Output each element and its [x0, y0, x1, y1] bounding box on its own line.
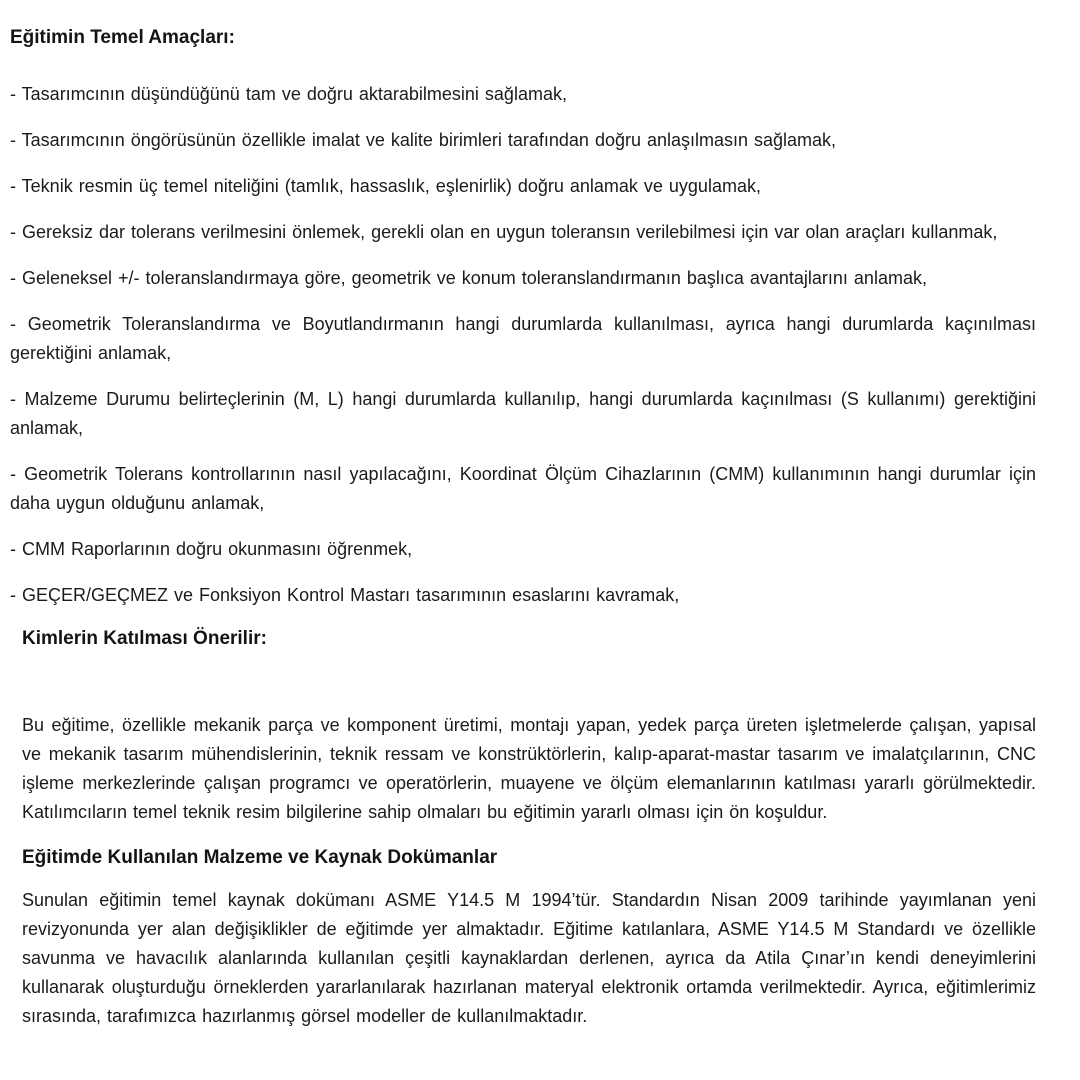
goal-item: - Geometrik Toleranslandırma ve Boyutlandırmanın hangi durumlarda kullanılması, ayrıca hangi durumlarda kaçınılması gerektiğini anlamak, [10, 314, 1036, 363]
materials-paragraph: Sunulan eğitimin temel kaynak dokümanı ASME Y14.5 M 1994’tür. Standardın Nisan 2009 tarihinde yayımlanan yeni revizyonunda yer alan değişiklikler de eğitimde yer almaktadır. Eğitime katılanlara, ASME Y14.5 M Standardı ve özellikle savunma ve havacılık alanlarında kullanılan çeşitli kaynaklardan derlenen, ayrıca da Atila Çınar’ın kendi deneyimlerini kullanarak oluşturduğu örneklerden yararlanılarak hazırlanan materyal elektronik ortamda verilmektedir. Ayrıca, eğitimlerimiz sırasında, tarafımızca hazırlanmış görsel modeller de kullanılmaktadır. [22, 890, 1036, 1026]
materials-heading: Eğitimde Kullanılan Malzeme ve Kaynak Dokümanlar [22, 847, 498, 868]
goal-item: - Geometrik Tolerans kontrollarının nasıl yapılacağını, Koordinat Ölçüm Cihazlarının (CMM) kullanımının hangi durumlar için daha uygun olduğunu anlamak, [10, 464, 1036, 513]
goal-item: - CMM Raporlarının doğru okunmasını öğrenmek, [10, 539, 413, 559]
goal-item: - Malzeme Durumu belirteçlerinin (M, L) hangi durumlarda kullanılıp, hangi durumlarda kaçınılması (S kullanımı) gerektiğini anlamak, [10, 389, 1036, 438]
goal-item: - Gereksiz dar tolerans verilmesini önlemek, gerekli olan en uygun toleransın verilebilmesi için var olan araçları kullanmak, [10, 222, 998, 242]
goal-item: - Teknik resmin üç temel niteliğini (tamlık, hassaslık, eşlenirlik) doğru anlamak ve uygulamak, [10, 176, 761, 196]
goals-heading: Eğitimin Temel Amaçları: [10, 27, 235, 48]
audience-paragraph: Bu eğitime, özellikle mekanik parça ve komponent üretimi, montajı yapan, yedek parça üreten işletmelerde çalışan, yapısal ve mekanik tasarım mühendislerinin, teknik ressam ve konstrüktörlerin, kalıp-aparat-mastar tasarım ve imalatçılarının, CNC işleme merkezlerinde çalışan programcı ve operatörlerin, muayene ve ölçüm elemanlarının katılması yararlı görülmektedir. Katılımcıların temel teknik resim bilgilerine sahip olmaları bu eğitimin yararlı olması için ön koşuldur. [22, 715, 1036, 822]
audience-heading: Kimlerin Katılması Önerilir: [22, 628, 267, 649]
goal-item: - Tasarımcının düşündüğünü tam ve doğru aktarabilmesini sağlamak, [10, 84, 567, 104]
goal-item: - GEÇER/GEÇMEZ ve Fonksiyon Kontrol Mastarı tasarımının esaslarını kavramak, [10, 585, 680, 605]
training-goals-section [10, 26, 1036, 610]
goal-item: - Tasarımcının öngörüsünün özellikle imalat ve kalite birimleri tarafından doğru anlaşılmasın sağlamak, [10, 130, 837, 150]
audience-section [10, 627, 1036, 827]
materials-section [10, 846, 1036, 1031]
goal-item: - Geleneksel +/- toleranslandırmaya göre, geometrik ve konum toleranslandırmanın başlıca avantajlarını anlamak, [10, 268, 927, 288]
